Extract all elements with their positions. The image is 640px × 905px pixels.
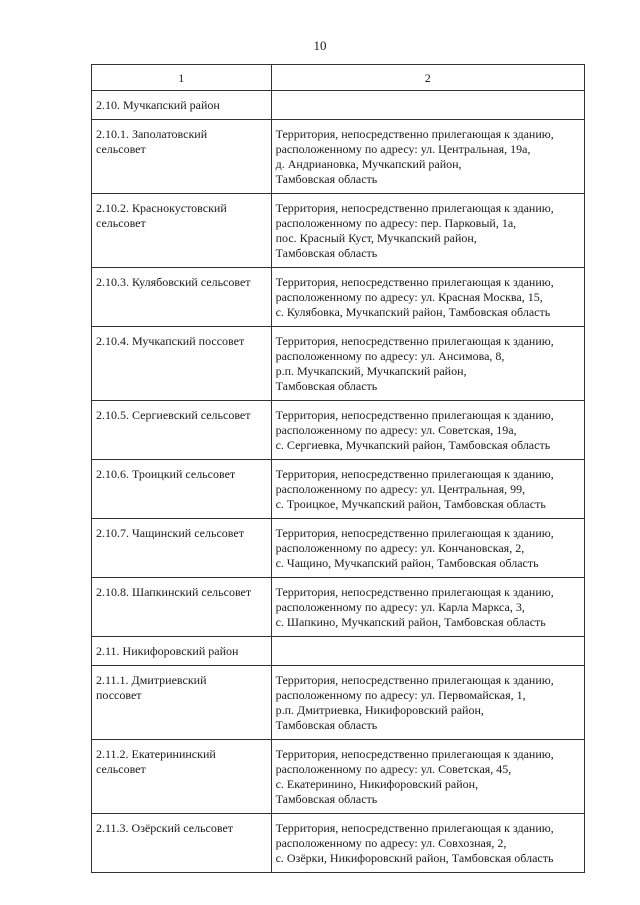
table-row <box>92 666 585 740</box>
cell-line: сельсовет <box>96 762 146 776</box>
territory-cell <box>271 519 584 578</box>
cell-line: Территория, непосредственно прилегающая к зданию, <box>275 127 554 141</box>
section-row <box>92 91 585 120</box>
municipality-cell <box>92 268 272 327</box>
municipality-cell <box>92 120 272 194</box>
cell-line: с. Троицкое, Мучкапский район, Тамбовская область <box>275 497 546 511</box>
cell-line: Территория, непосредственно прилегающая к зданию, <box>275 334 554 348</box>
territory-cell <box>271 740 584 814</box>
territory-cell <box>271 578 584 637</box>
cell-line: расположенному по адресу: ул. Центральная, 19а, <box>275 142 531 156</box>
table-row <box>92 194 585 268</box>
cell-line: 2.10.5. Сергиевский сельсовет <box>96 408 251 422</box>
cell-line: расположенному по адресу: ул. Ансимова, 8, <box>275 349 505 363</box>
cell-line: расположенному по адресу: ул. Первомайская, 1, <box>275 688 526 702</box>
cell-line: с. Сергиевка, Мучкапский район, Тамбовская область <box>275 438 551 452</box>
cell-line: Территория, непосредственно прилегающая к зданию, <box>275 408 554 422</box>
table-row <box>92 327 585 401</box>
cell-line: 2.10.8. Шапкинский сельсовет <box>96 585 252 599</box>
municipality-cell <box>92 740 272 814</box>
cell-line: расположенному по адресу: ул. Карла Маркса, 3, <box>275 600 525 614</box>
cell-line: Тамбовская область <box>275 246 378 260</box>
cell-line: 2.10.2. Краснокустовский <box>96 201 227 215</box>
cell-line: с. Кулябовка, Мучкапский район, Тамбовская область <box>275 305 551 319</box>
municipality-cell <box>92 460 272 519</box>
municipality-cell <box>92 327 272 401</box>
table-row <box>92 401 585 460</box>
table-row <box>92 814 585 873</box>
cell-line: Территория, непосредственно прилегающая к зданию, <box>275 821 554 835</box>
municipality-cell <box>92 194 272 268</box>
cell-line: пос. Красный Куст, Мучкапский район, <box>275 231 477 245</box>
cell-line: Территория, непосредственно прилегающая к зданию, <box>275 747 554 761</box>
municipality-cell <box>92 578 272 637</box>
table-row <box>92 268 585 327</box>
cell-line: с. Екатеринино, Никифоровский район, <box>275 777 479 791</box>
cell-line: с. Чащино, Мучкапский район, Тамбовская область <box>275 556 539 570</box>
cell-line: д. Андриановка, Мучкапский район, <box>275 157 462 171</box>
table-row <box>92 120 585 194</box>
cell-line: 2.11. Никифоровский район <box>96 644 239 658</box>
municipality-cell <box>92 637 272 666</box>
section-row <box>92 637 585 666</box>
municipality-cell <box>92 666 272 740</box>
cell-line: с. Озёрки, Никифоровский район, Тамбовская область <box>275 851 554 865</box>
cell-line: сельсовет <box>96 142 146 156</box>
municipality-cell <box>92 519 272 578</box>
table-row <box>92 578 585 637</box>
cell-line: р.п. Мучкапский, Мучкапский район, <box>275 364 467 378</box>
territory-cell <box>271 637 584 666</box>
table-row <box>92 740 585 814</box>
cell-line: Территория, непосредственно прилегающая к зданию, <box>275 467 554 481</box>
cell-line: 2.10.3. Кулябовский сельсовет <box>96 275 251 289</box>
territory-cell <box>271 91 584 120</box>
column-header-2: 2 <box>271 65 584 91</box>
territory-table <box>91 64 585 873</box>
territory-cell <box>271 268 584 327</box>
table-row <box>92 460 585 519</box>
cell-line: с. Шапкино, Мучкапский район, Тамбовская область <box>275 615 546 629</box>
cell-line: 2.10. Мучкапский район <box>96 98 220 112</box>
cell-line: 2.11.2. Екатерининский <box>96 747 216 761</box>
cell-line: Тамбовская область <box>275 172 378 186</box>
cell-line: расположенному по адресу: пер. Парковый, 1а, <box>275 216 517 230</box>
municipality-cell <box>92 814 272 873</box>
cell-line: расположенному по адресу: ул. Советская, 19а, <box>275 423 517 437</box>
cell-line: расположенному по адресу: ул. Советская, 45, <box>275 762 512 776</box>
column-header-1: 1 <box>92 65 272 91</box>
cell-line: расположенному по адресу: ул. Совхозная, 2, <box>275 836 507 850</box>
territory-cell <box>271 814 584 873</box>
cell-line: Тамбовская область <box>275 379 378 393</box>
municipality-cell <box>92 91 272 120</box>
page-number: 10 <box>313 38 327 53</box>
cell-line: расположенному по адресу: ул. Красная Москва, 15, <box>275 290 543 304</box>
table-header-row <box>92 65 585 91</box>
territory-cell <box>271 194 584 268</box>
cell-line: 2.10.1. Заполатовский <box>96 127 208 141</box>
territory-cell <box>271 460 584 519</box>
territory-cell <box>271 401 584 460</box>
table-row <box>92 519 585 578</box>
cell-line: 2.10.6. Троицкий сельсовет <box>96 467 236 481</box>
cell-line: Территория, непосредственно прилегающая к зданию, <box>275 201 554 215</box>
cell-line: сельсовет <box>96 216 146 230</box>
cell-line: расположенному по адресу: ул. Центральная, 99, <box>275 482 526 496</box>
cell-line: р.п. Дмитриевка, Никифоровский район, <box>275 703 484 717</box>
territory-cell <box>271 327 584 401</box>
municipality-cell <box>92 401 272 460</box>
cell-line: расположенному по адресу: ул. Кончановская, 2, <box>275 541 525 555</box>
cell-line: Тамбовская область <box>275 718 378 732</box>
cell-line: 2.11.3. Озёрский сельсовет <box>96 821 234 835</box>
cell-line: 2.11.1. Дмитриевский <box>96 673 207 687</box>
cell-line: Тамбовская область <box>275 792 378 806</box>
cell-line: Территория, непосредственно прилегающая к зданию, <box>275 585 554 599</box>
cell-line: 2.10.4. Мучкапский поссовет <box>96 334 245 348</box>
territory-cell <box>271 666 584 740</box>
cell-line: Территория, непосредственно прилегающая к зданию, <box>275 526 554 540</box>
cell-line: Территория, непосредственно прилегающая к зданию, <box>275 275 554 289</box>
cell-line: поссовет <box>96 688 142 702</box>
cell-line: Территория, непосредственно прилегающая к зданию, <box>275 673 554 687</box>
cell-line: 2.10.7. Чащинский сельсовет <box>96 526 244 540</box>
territory-cell <box>271 120 584 194</box>
